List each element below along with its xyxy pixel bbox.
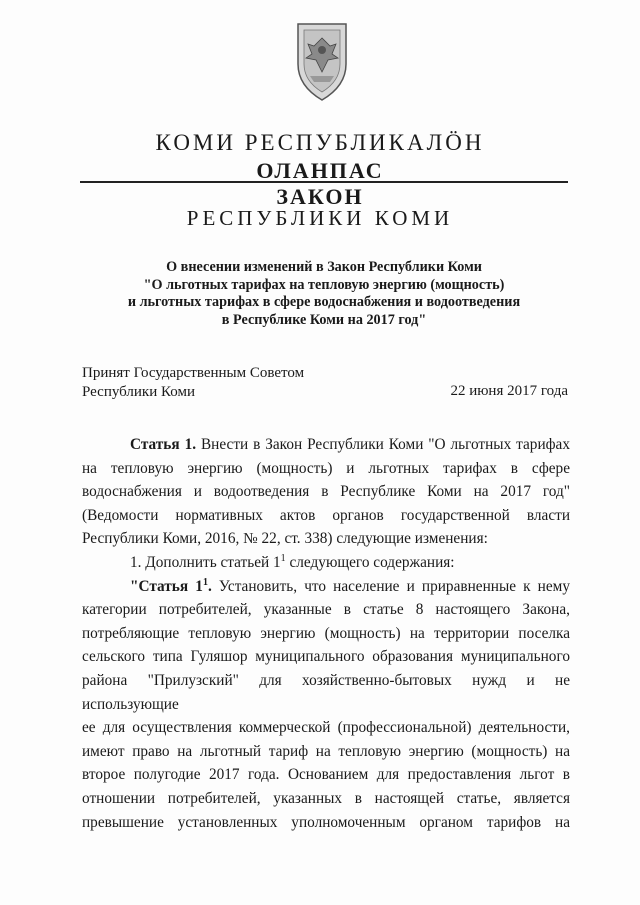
body-line: превышение установленных уполномоченным органом тарифов на xyxy=(82,813,570,831)
header-zakon: ЗАКОН xyxy=(276,184,364,209)
coat-of-arms-komi-icon xyxy=(290,20,354,102)
title-line: в Республике Коми на 2017 год" xyxy=(221,311,427,328)
header-olanpas: ОЛАНПАС xyxy=(256,158,384,183)
body-line: Республики Коми, 2016, № 22, ст. 338) следующие изменения: xyxy=(82,530,488,548)
header-komi: КОМИ РЕСПУБЛИКАЛӦН xyxy=(155,130,485,155)
adoption-statement xyxy=(82,364,304,402)
body-line: на тепловую энергию (мощность) и льготных тарифах в сфере xyxy=(82,459,570,477)
adoption-line: Республики Коми xyxy=(82,384,195,400)
body-line: потребляющие тепловую энергию (мощность) на территории поселка xyxy=(82,624,570,642)
adoption-date: 22 июня 2017 года xyxy=(450,383,568,399)
body-line: (Ведомости нормативных актов органов государственной власти xyxy=(82,506,570,524)
article-label: Статья 1. xyxy=(130,436,197,453)
title-line: и льготных тарифах в сфере водоснабжения и водоотведения xyxy=(127,294,521,310)
body-line: Статья 1. Внести в Закон Республики Коми "О льготных тарифах xyxy=(130,436,570,453)
header-divider xyxy=(80,181,568,183)
body-line: категории потребителей, указанные в статье 8 настоящего Закона, xyxy=(82,601,570,619)
body-line: "Статья $1^1$. Установить, что население и приравненные к нему xyxy=(130,576,570,595)
law-title xyxy=(80,259,568,329)
body-line: второе полугодие 2017 года. Основанием для предоставления льгот в xyxy=(82,766,570,784)
body-line: 1. Дополнить статьей $1^1$ следующего содержания: xyxy=(130,552,455,571)
body-line: имеют право на льготный тариф на тепловую энергию (мощность) на xyxy=(82,742,570,760)
title-line: "О льготных тарифах на тепловую энергию (мощность) xyxy=(143,276,505,293)
body-line: отношении потребителей, указанных в настоящей статье, является xyxy=(82,789,570,807)
adoption-line: Принят Государственным Советом xyxy=(82,365,305,381)
body-line: района "Прилузский" для хозяйственно-бытовых нужд и не использующие xyxy=(82,671,570,713)
body-line: ее для осуществления коммерческой (профессиональной) деятельности, xyxy=(82,719,570,737)
new-article-label: "Статья $1^1$. xyxy=(130,576,212,595)
header-republic: РЕСПУБЛИКИ КОМИ xyxy=(186,206,454,230)
article-body xyxy=(82,433,570,834)
body-line: сельского типа Гуляшор муниципального образования муниципального xyxy=(82,648,570,666)
title-line: О внесении изменений в Закон Республики Коми xyxy=(166,259,482,275)
body-line: водоснабжения и водоотведения в Республике Коми на 2017 год" xyxy=(82,483,570,501)
